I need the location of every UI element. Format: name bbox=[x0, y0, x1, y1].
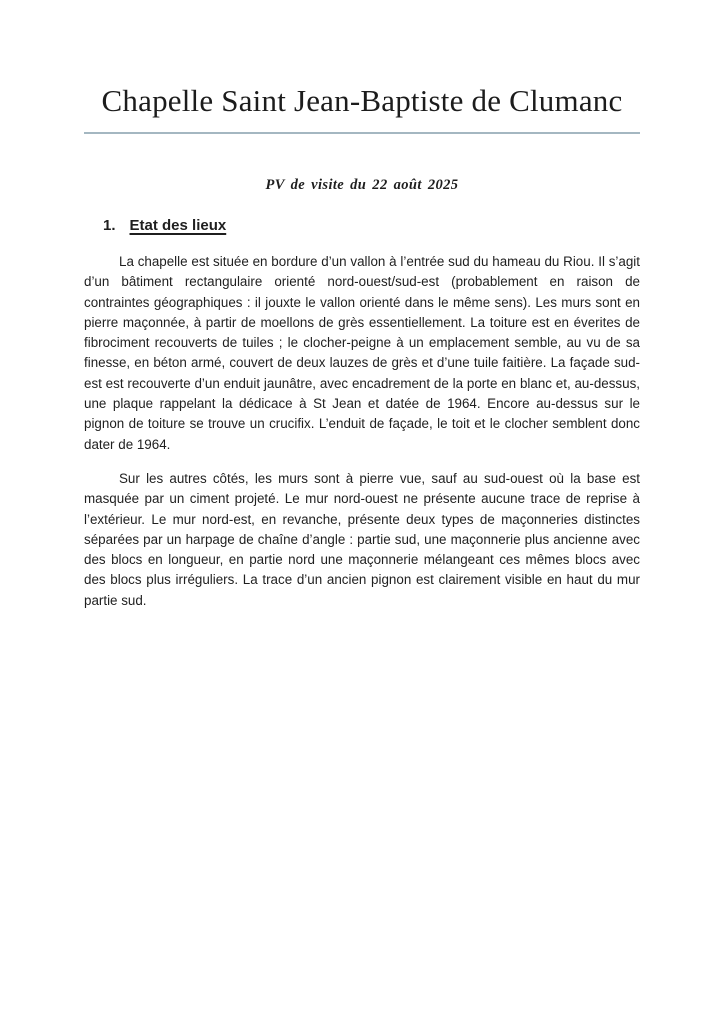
section-number: 1. bbox=[103, 217, 116, 234]
document-subtitle: PV de visite du 22 août 2025 bbox=[265, 177, 459, 193]
paragraph: Sur les autres côtés, les murs sont à pierre vue, sauf au sud-ouest où la base est masquée par un ciment projeté. Le mur nord-ouest ne présente aucune trace de reprise à l’extérieur. Le mur nord-est, en revanche, présente deux types de maçonneries distinctes séparées par un harpage de chaîne d’angle : partie sud, une maçonnerie plus ancienne avec des blocs en longueur, en partie nord une maçonnerie mélangeant ces mêmes blocs avec des blocs plus irréguliers. La trace d’un ancien pignon est clairement visible en haut du mur partie sud. bbox=[84, 470, 640, 608]
paragraph: La chapelle est située en bordure d’un vallon à l’entrée sud du hameau du Riou. Il s’agit d’un bâtiment rectangulaire orienté nord-ouest/sud-est (probablement en raison de contraintes géographiques : il jouxte le vallon orienté dans le même sens). Les murs sont en pierre maçonnée, à partir de moellons de grès essentiellement. La toiture est en éverites de fibrociment recouverts de tuiles ; le clocher-peigne à un emplacement semble, au vu de sa finesse, en béton armé, couvert de deux lauzes de grès et d’une tuile faitière. La façade sud-est est recouverte d’un enduit jaunâtre, avec encadrement de la porte en blanc et, au-dessus, une plaque rappelant la dédicace à St Jean et datée de 1964. Encore au-dessus sur le pignon de toiture se trouve un crucifix. L’enduit de façade, le toit et le clocher semblent donc dater de 1964. bbox=[84, 254, 640, 452]
section-heading-label: Etat des lieux bbox=[129, 217, 227, 234]
document-title: Chapelle Saint Jean-Baptiste de Clumanc bbox=[84, 78, 640, 134]
section-heading bbox=[84, 215, 640, 237]
body-text bbox=[84, 252, 640, 611]
